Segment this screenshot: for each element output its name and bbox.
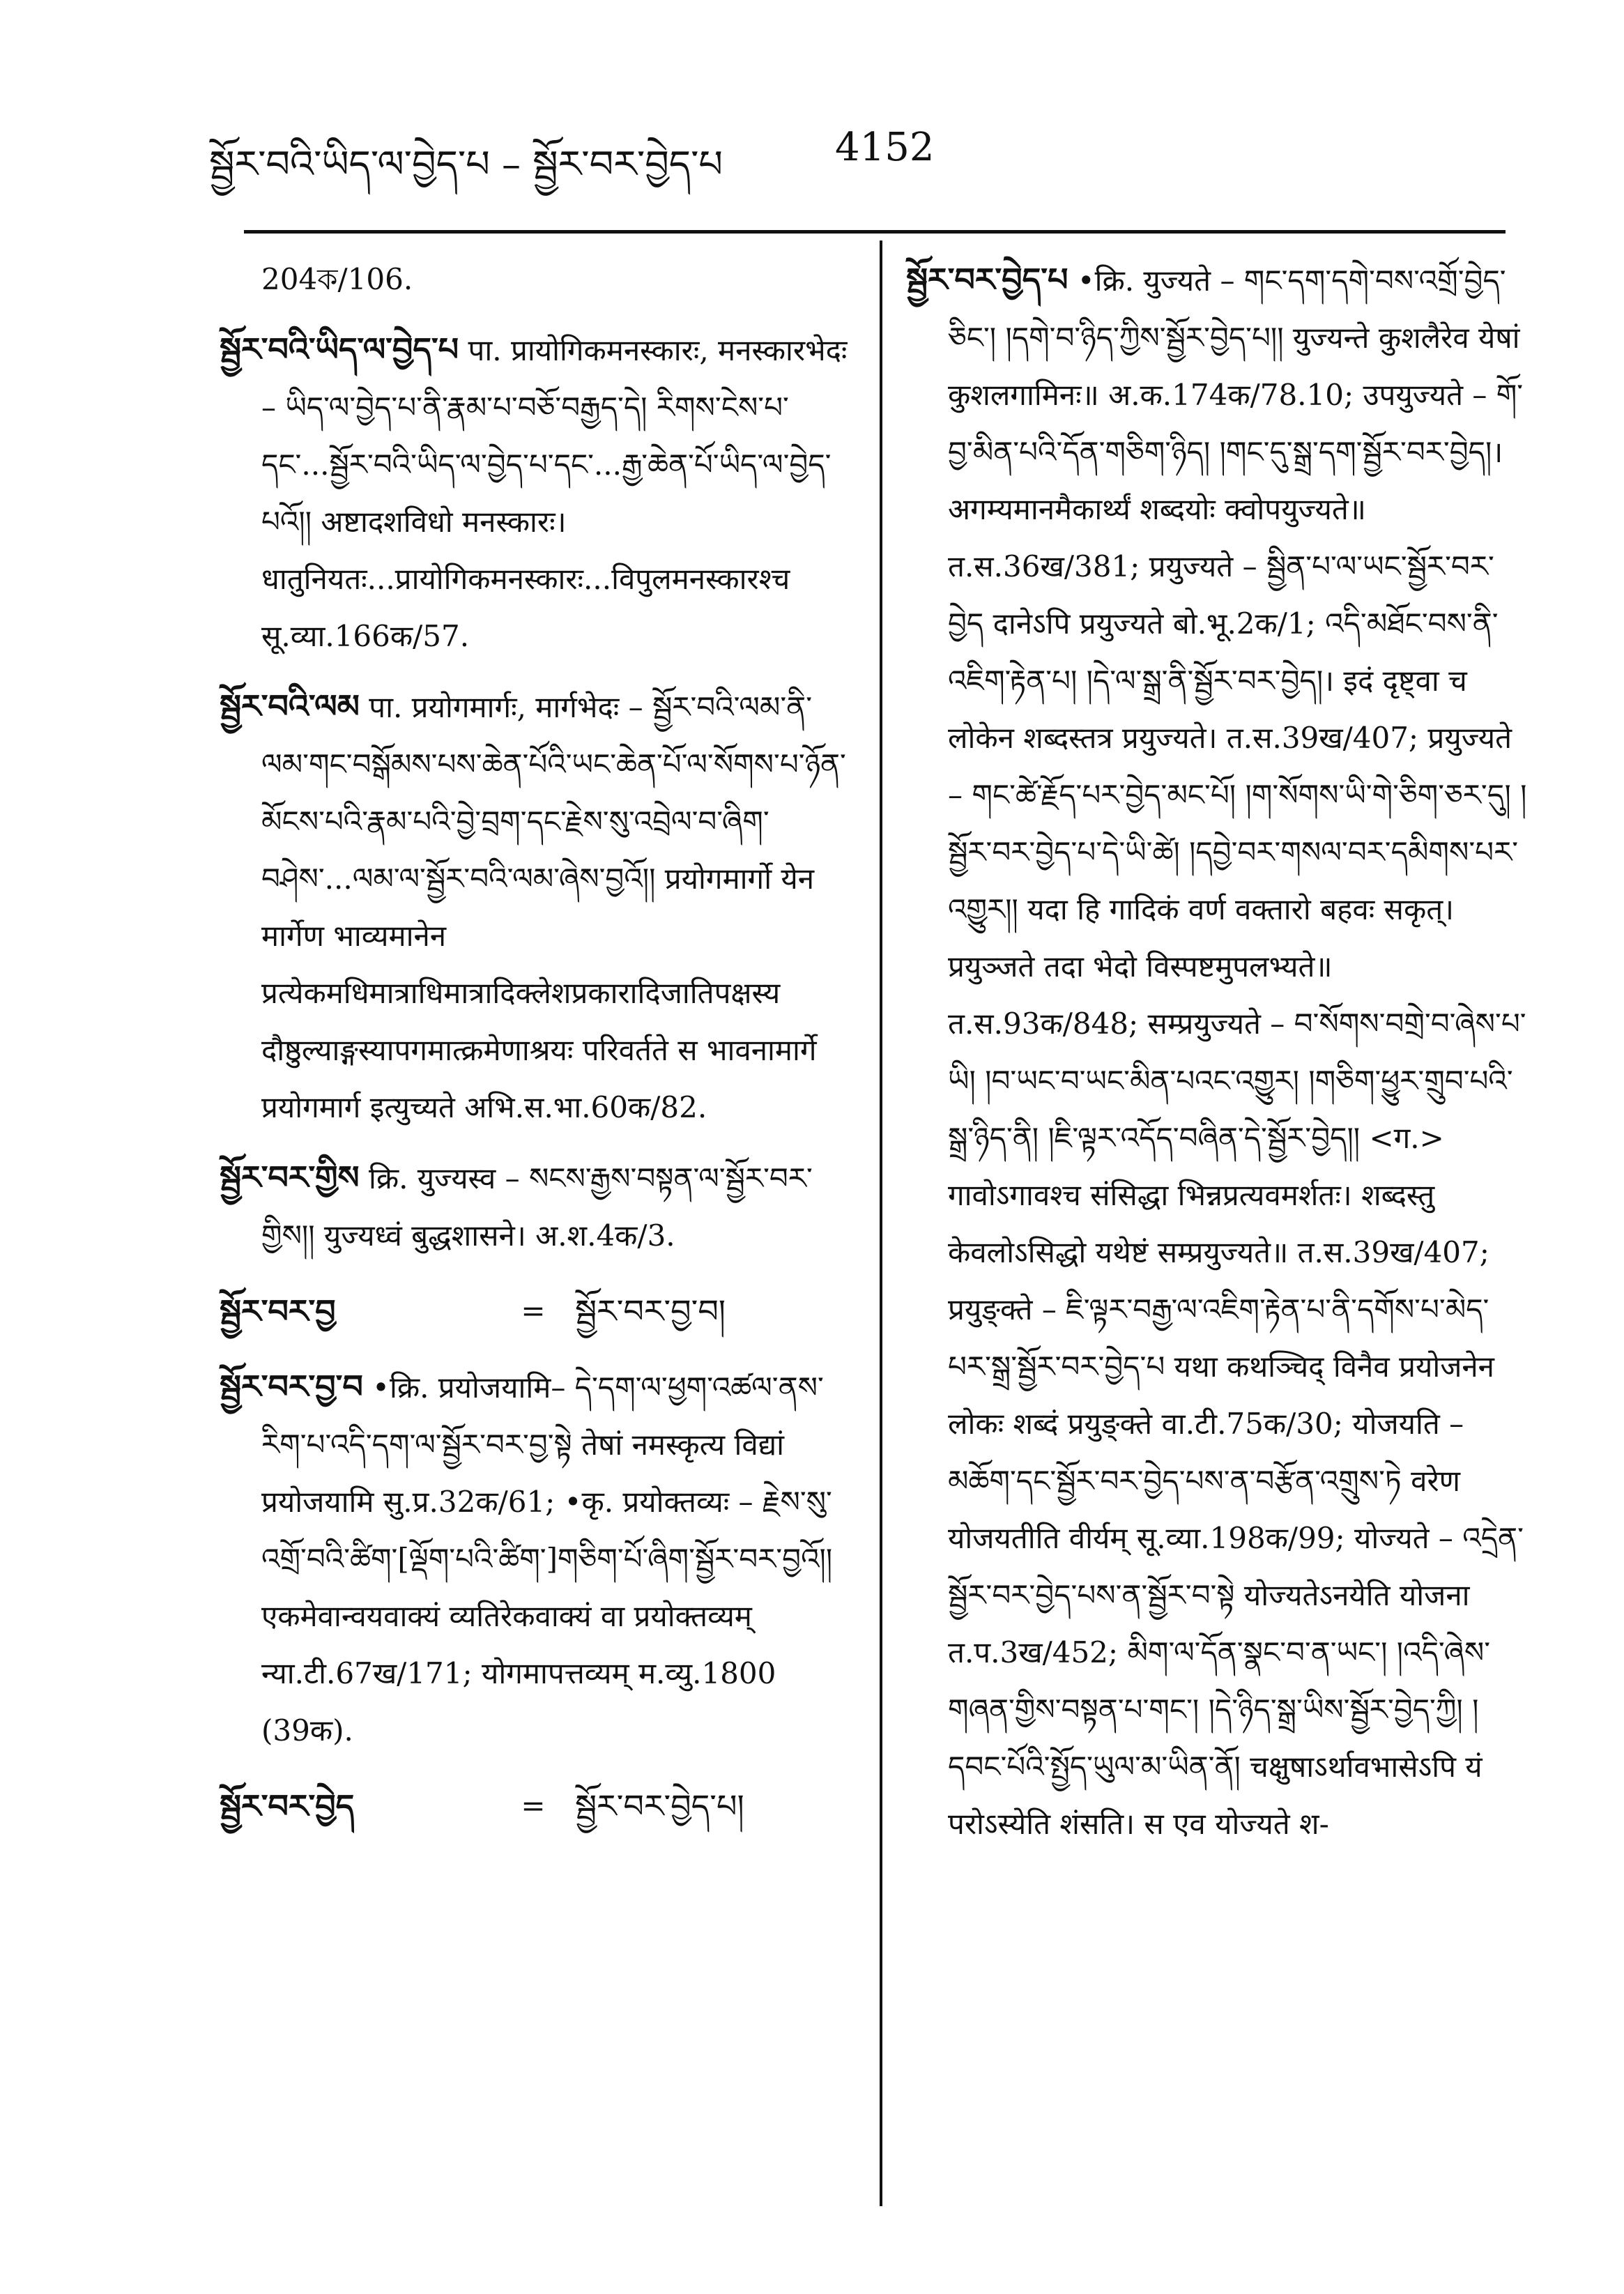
dictionary-entry <box>220 1149 854 1264</box>
entry-text: •क्रि. प्रयोजयामि– དེ་དག་ལ་ཕྱག་འཚལ་ནས་རིག་པ་འདི་དག་ལ་སྦྱོར་བར་བྱ་སྟེ तेषां नमस्कृत्य विद्यां प्रयोजयामि सु.प्र.32क/61; •कृ. प्रयोक्तव्यः – རྗེས་སུ་འགྲོ་བའི་ཚིག་[ལྡོག་པའི་ཚིག་]གཅིག་པོ་ཞིག་སྦྱོར་བར་བྱའོ།། एकमेवान्वयवाक्यं व्यतिरेकवाक्यं वा प्रयोक्तव्यम् न्या.टी.67ख/171; योगमापत्तव्यम् म.व्यु.1800 (39क). <box>261 1370 833 1748</box>
entry-text: पा. प्रयोगमार्गः, मार्गभेदः – སྦྱོར་བའི་ལམ་ནི་ལམ་གང་བསྒོམས་པས་ཆེན་པོའི་ཡང་ཆེན་པོ་ལ་སོགས་པ་ཉོན་མོངས་པའི་རྣམ་པའི་བྱེ་བྲག་དང་རྗེས་སུ་འབྲེལ་བ་ཞིག་བཤེས་...ལམ་ལ་སྦྱོར་བའི་ལམ་ཞེས་བྱའོ།། प्रयोगमार्गो येन मार्गेण भाव्यमानेन प्रत्येकमधिमात्राधिमात्रादिक्लेशप्रकारादिजातिपक्षस्य दौष्ठुल्याङ्गस्यापगमात्क्रमेणाश्रयः परिवर्तते स भावनामार्गे प्रयोगमार्ग इत्युच्यते अभि.स.भा.60क/82. <box>261 690 846 1124</box>
header-rule <box>244 230 1506 234</box>
entry-headword: སྦྱོར་བའི་ཡིད་ལ་བྱེད་པ <box>220 330 459 368</box>
equivalence-headword: སྦྱོར་བར་བྱེད <box>220 1787 355 1825</box>
entry-text: •क्रि. युज्यते – གང་དག་དགེ་བས་འགྲོ་བྱེད་ཅིང་། །དགེ་བ་ཉིད་ཀྱིས་སྦྱོར་བྱེད་པ།། युज्यन्ते कुशलैरेव येषां कुशलगामिनः॥ अ.क.174क/78.10; उपयुज्यते – གོ་བྱ་མིན་པའི་དོན་གཅིག་ཉིད། །གང་དུ་སྒྲ་དག་སྦྱོར་བར་བྱེད།। अगम्यमानमैकार्थ्यं शब्दयोः क्वोपयुज्यते॥ त.स.36ख/381; प्रयुज्यते – སྦྱིན་པ་ལ་ཡང་སྦྱོར་བར་བྱེད दानेऽपि प्रयुज्यते बो.भू.2क/1; འདི་མཐོང་བས་ནི་འཇིག་རྟེན་པ། །དེ་ལ་སྒྲ་ནི་སྦྱོར་བར་བྱེད།। इदं दृष्ट्वा च लोकेन शब्दस्तत्र प्रयुज्यते। त.स.39ख/407; प्रयुज्यते – གང་ཚེ་རྗོད་པར་བྱེད་མང་པོ། །ག་སོགས་ཡི་གེ་ཅིག་ཅར་དུ། །སྦྱོར་བར་བྱེད་པ་དེ་ཡི་ཚེ། །དབྱེ་བར་གསལ་བར་དམིགས་པར་འགྱུར།། यदा हि गादिकं वर्ण वक्तारो बहवः सकृत्। प्रयुञ्जते तदा भेदो विस्पष्टमुपलभ्यते॥ त.स.93क/848; सम्प्रयुज्यते – བ་སོགས་བགྲེ་བ་ཞེས་པ་ཡི། །བ་ཡང་བ་ཡང་མིན་པའང་འགྱུར། །གཅིག་ཕྱུར་གྲུབ་པའི་སྒྲ་ཉིད་ནི། །ཇི་ལྟར་འདོད་བཞིན་དེ་སྦྱོར་བྱེད།། <ग.> गावोऽगावश्च संसिद्धा भिन्नप्रत्यवमर्शतः। शब्दस्तु केवलोऽसिद्धो यथेष्टं सम्प्रयुज्यते॥ त.स.39ख/407; प्रयुङ्क्ते – ཇི་ལྟར་བརྒྱ་ལ་འཇིག་རྟེན་པ་ནི་དགོས་པ་མེད་པར་སྒྲ་སྦྱོར་བར་བྱེད་པ यथा कथञ्चिद् विनैव प्रयोजनेन लोकः शब्दं प्रयुङ्क्ते वा.टी.75क/30; योजयति – མཆོག་དང་སྦྱོར་བར་བྱེད་པས་ན་བརྩོན་འགྲུས་ཏེ वरेण योजयतीति वीर्यम् सू.व्या.198क/99; योज्यते – འདྲེན་སྦྱོར་བར་བྱེད་པས་ན་སྦྱོར་བ་སྟེ योज्यतेऽनयेति योजना त.प.3ख/452; མིག་ལ་དོན་སྣང་བ་ན་ཡང་། །འདི་ཞེས་གཞན་གྱིས་བསྟན་པ་གང་། །དེ་ཉིད་སྒྲ་ཡིས་སྦྱོར་བྱེད་ཀྱི། །དབང་པོའི་སྤྱོད་ཡུལ་མ་ཡིན་ནོ། चक्षुषाऽर्थावभासेऽपि यं परोऽस्येति शंसति। स एव योज्यते श- <box>948 263 1527 1841</box>
column-divider <box>880 240 882 2206</box>
dictionary-entry <box>220 1358 854 1759</box>
entry-headword: སྦྱོར་བར་བྱ་བ <box>220 1368 363 1405</box>
entry-headword: སྦྱོར་བར་གྱིས <box>220 1159 360 1196</box>
dictionary-entry <box>220 678 854 1136</box>
equivalence-target: སྦྱོར་བར་བྱེད་པ། <box>575 1787 744 1825</box>
equals-sign: = <box>521 1789 546 1823</box>
equivalence-target: སྦྱོར་བར་བྱ་བ། <box>575 1292 726 1330</box>
continuation-text: 204ক/106. <box>261 262 413 296</box>
page-number: 4152 <box>835 125 935 170</box>
entry-headword: སྦྱོར་བའི་ལམ <box>220 687 360 725</box>
page-header <box>209 115 1499 185</box>
equivalence-headword: སྦྱོར་བར་བྱ <box>220 1292 336 1330</box>
entry-text: पा. प्रायोगिकमनस्कारः, मनस्कारभेदः – ཡིད་ལ་བྱེད་པ་ནི་རྣམ་པ་བཅོ་བརྒྱད་དེ། རིགས་ངེས་པ་དང་...སྦྱོར་བའི་ཡིད་ལ་བྱེད་པ་དང་...རྒྱ་ཆེན་པོ་ཡིད་ལ་བྱེད་པའོ།། अष्टादशविधो मनस्कारः। धातुनियतः...प्रायोगिकमनस्कारः...विपुलमनस्कारश्च सू.व्या.166क/57. <box>261 333 848 653</box>
equals-sign: = <box>521 1294 546 1328</box>
equivalence-entry <box>220 1777 854 1835</box>
left-column <box>220 251 854 1853</box>
entry-headword: སྦྱོར་བར་བྱེད་པ <box>906 261 1068 298</box>
header-title: སྦྱོར་བའི་ཡིད་ལ་བྱེད་པ – སྦྱོར་བར་བྱེད་པ <box>209 142 723 186</box>
right-column <box>906 251 1530 1865</box>
dictionary-entry <box>220 321 854 665</box>
entry-text: क्रि. युज्यस्व – སངས་རྒྱས་བསྟན་ལ་སྦྱོར་བར་གྱིས།། युज्यध्वं बुद्धशासने। अ.श.4क/3. <box>261 1161 813 1253</box>
equivalence-entry <box>220 1283 854 1340</box>
dictionary-entry <box>906 251 1530 1853</box>
